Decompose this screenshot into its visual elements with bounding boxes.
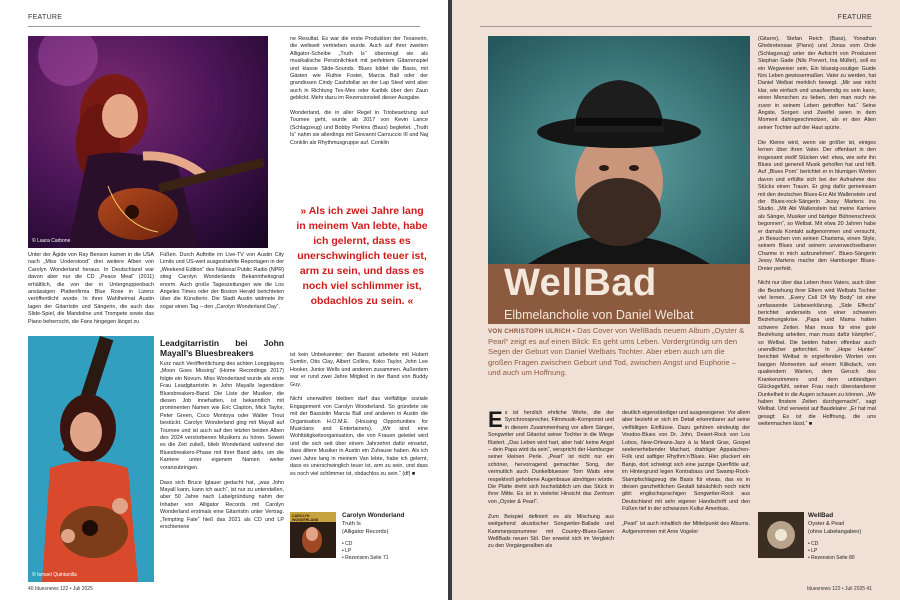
- lede: [488, 326, 750, 378]
- portrait-illustration: [488, 36, 750, 264]
- format-item: • CD: [342, 541, 353, 547]
- photo-credit: © Laura Carbone: [32, 238, 71, 244]
- header-rule: [28, 26, 420, 27]
- album-cover: [290, 512, 336, 558]
- subtitle: Elbmelancholie von Daniel Welbat: [504, 308, 694, 322]
- portrait-photo-illustration: [28, 336, 154, 582]
- body-text: (Gitarre), Stefan Reich (Bass), Yonathan Ghebretensae (Piano) und Jonas vom Orde (Schlagzeug) unter der Aufsicht von Produzent Stephan Gade (Nils Prevert, Ina Müller), soll es ein Wegweiser sein. Ein bluesig-souliger Guide fürs Leben gewissermaßen. Vater zu werden, hat Daniel Welbat merklich bewegt. „Mir war nicht klar, wie einfach und unaufwendig es sein kann, einen Menschen zu lieben, den man noch nie zuvor in seinem Leben getroffen hat.“ Seine Ängste, Sorgen und Zweifel seien in dem Moment dahingeschmolzen, als er den Alien seiner Tochter auf der Haut spürte. Die Kleine wird, wenn sie größer ist, einiges lernen über ihren Vater. Der offenbart in den insgesamt zwölf Stücken viel: etwa, wie sehr ihn Blues und generell Musik geholfen hat und hilft. Auf „Blues Porn“ berichtet er in blumigen Worten davon und erfüllte sich bei der Aufnahme des Stücks einen Traum. Er ging dafür gemeinsam mit den deutschen Blues-Erz Abi Wallenstein und der Blues-rock-Sängerin Jessy Martens ins Studio. „Mit Abi Wallenstein hat meine Karriere als Sänger, Musiker und bärtiger Bühnenschreck begonnen“, so Welbat. Mit etwa 20 Jahren habe er damals Kontakt aufgenommen und versucht, „in Besuchen von seinen Charisma, einen Style, seinem Blues und seinem unverwechselbaren Charme in mich aufzunehmen“. Blues-Sängerin Jessy Martens mache den Hamburger Blues-Dreier perfekt. Nicht nur über das Leben ihres Vaters, auch über die Beziehung ihrer Eltern wird Welbats Tochter viel lernen. „Every Cell Of My Body“ ist eine umfassende Liebeserklärung. „Side Effects“ berichtet anderseits von einer schweren Beziehungskrise. „Papa und Mama hatten schwere Zeiten. Man muss für eine gute Beziehung arbeiten, man muss dafür kämpfen“, so Welbat. Die beiden haben offenbar auch unendlicher geforchtet. In „Hope Hunter“ berichtet Welbat in ergreifenden Worten von bangen Momenten auf einem Kilikdach, von qualiendem Warten, dem Geruch des Krankenzimmers und dem unbändigen Glücksgefühl, seiner Frau nach überstandener Dunkelheit in die Augen schauen zu können. „Wir haben finstere Zeiten durchgemacht“, sagt Welbat. Und verweist auf Baudelaire: „Er hat mal gesagt: Es ist die Hoffnung, die uns weitermachen lässt.“ ■: [758, 36, 876, 428]
- body-column: [758, 36, 876, 429]
- photo-credit: © Ismael Quintanilla: [32, 572, 77, 578]
- headline: WellBad: [504, 262, 657, 304]
- format-item: • LP: [808, 548, 818, 554]
- page-footer: 40 bluesnews 122 • Juli 2025: [28, 586, 93, 592]
- album-title: Truth Is: [342, 521, 361, 527]
- right-page: [452, 0, 900, 600]
- photo-guitarist-portrait: [28, 336, 154, 582]
- section-tag: FEATURE: [837, 14, 872, 21]
- pull-quote: » Als ich zwei Jahre lang in meinem Van lebte, habe ich gelernt, dass es unerschwinglich teuer ist, arm zu sein, und dass es noch viel schlimmer ist, obdachlos zu sein. «: [296, 205, 428, 307]
- album-label: (Alligator Records): [342, 529, 389, 535]
- body-column: [622, 410, 750, 536]
- format-item: • Rezension Seite 80: [808, 555, 855, 561]
- body-column: [28, 252, 154, 326]
- body-text: s ist herzlich ehrliche Worte, die der Synchronsprecher, Filmmusik-Komponist und in diesem Zusammenhang vor allem Sänger, Songwriter und Gitarrist seiner Tochter in die Wiege flüstert. „Das Leben wird hart, aber hab‘ keine Angst – dein Papa wird da sein“, verspricht der Hamburger seiner kleinen Perle. „Pearl“ ist nicht nur ein schöner, hervorragend gemachter Song, der vermutlich auch Dunkelbluesser Tom Waits eine respektvoll gehobene Augenbraue abnötigen würde. Die Platte dreht sich buchstäblich um das Stück in ihrer Mitte. Es ist in vielerlei Hinsicht das Zentrum von „Oyster & Pearl“. Zum Beispiel definiert es als Mischung aus weitgehend akustischer Songwriter-Ballade und Kammerpopnummer mit Country-Blues-Genen WellBads neuen Stil. Der erweist sich im Vergleich zu den Vorgängeralben als: [488, 410, 614, 550]
- album-formats: [342, 541, 432, 562]
- album-info: [808, 512, 880, 562]
- drop-cap: E: [488, 407, 503, 432]
- body-text: Füßen. Durch Auftritte im Live-TV von Austin City Limits und US-weit ausgestrahlte Reportagen in der „Weekend Edition“ des National Public Radio (NPR) stieg Carolyn Wonderlands Bekanntheitsgrad enorm. Auch große Tageszeitungen wie die Los Angeles Times oder der Boston Herald berichteten über die Künstlerin. Die Stadt Austin widmete ihr sogar einen Tag – den „Carolyn Wonderland Day“.: [160, 252, 284, 310]
- body-column: [290, 36, 428, 147]
- lede-text: Das Cover von WellBads neuem Album „Oyster & Pearl“ zeigt es auf einen Blick: Es geht ums Leben. Vordergründig um den Segen der Geburt von Daniel Welbats Tochter. Aber eben auch um die großen Fragen zwischen Geburt und Tod, zwischen Angst und Euphorie – und auch um Hoffnung.: [488, 326, 745, 377]
- album-title: Oyster & Pearl: [808, 521, 845, 527]
- album-cover: [758, 512, 804, 558]
- album-cover-text: CAROLYN WONDERLAND: [292, 514, 319, 522]
- byline: VON CHRISTOPH ULRICH •: [488, 328, 576, 335]
- album-formats: [808, 541, 880, 562]
- page-footer: bluesnews 122 • Juli 2025 41: [807, 586, 872, 592]
- body-text: ist kein Unbekannter; der Bassist arbeitete mit Hubert Sumlin, Otis Clay, Albert Collins, Koko Taylor, John Lee Hooker, Junior Wells und anderen zusammen. Außerdem war er rund zwei Jahre Mitglied in der Band von Buddy Guy. Nicht unerwähnt bleiben darf das vielfältige soziale Engagement von Carolyn Wonderland. So gründete sie mit der Bassistin Marcia Ball und anderen in Austin die Organisation H.O.M.E. (Housing Opportunities for Musicians and Entertainers). „Wir sind eine Wohltätigkeitsorganisation, die von Frauen geleitet wird und die sich seit über einem Jahrzehnt dafür einsetzt, dass ältere Musiker in Austin ein Zuhause haben. Als ich zwei Jahre lang in meinem Van lebte, habe ich gelernt, dass es unerschwinglich teuer ist, arm zu sein, und dass es noch viel schlimmer ist, obdachlos zu sein.“ (df) ■: [290, 352, 428, 477]
- album-artist: Carolyn Wonderland: [342, 512, 405, 519]
- body-text: Kurz nach Veröffentlichung des achten Longplayers „Moon Goes Missing“ (Home Recordings 2017) folgte ein Novum. Miss Wonderland wurde als erste Frau Leadgitarristin in John Mayalls legendärer Bluesbreakers-Band. Die Liste der Musiker, die diesen Job innehatten, ist bekanntlich mit prominenten Namen wie Eric Clapton, Mick Taylor, Peter Green, Coco Montoya oder Walter Trout bestückt. Carolyn Wonderland ging mit Mayall auf Tournee und ist auch auf den letzten beiden Alben des 2024 verstorbenen Musikers zu hören. Soweit es die Zeit zuließ, blieb Wonderland während der Bluesbreakers-Phase mit ihrer Band aktiv, um die Karriere unter eigenem Namen weiter voranzubringen. Dass sich Bruce Iglauer gedacht hat, „was John Mayall kann, kann ich auch“, ist nur zu unterstellen, aber 50 Jahre nach Labelgründung nahm der Inhaber von Alligator Records mit Carolyn Wonderland erstmals eine Gitarristin unter Vertrag. „Tempting Fate“ hieß das 2021 als CD und LP erschienene: [160, 361, 284, 530]
- body-column: [488, 407, 614, 551]
- format-item: • Rezension Seite 71: [342, 555, 389, 561]
- subheading: Leadgitarristin bei John Mayall’s Bluesbreakers: [160, 338, 284, 358]
- photo-guitarist-stage: [28, 36, 268, 248]
- album-info: [342, 512, 432, 562]
- body-column: [160, 252, 284, 311]
- body-column: [290, 352, 428, 478]
- section-tag: FEATURE: [28, 14, 63, 21]
- format-item: • CD: [808, 541, 819, 547]
- body-text: ne Resultat. Es war die erste Produktion der Texanerin, die weltweit vertrieben wurde. Auch auf ihrer zweiten Alligator-Scheibe „Truth Is“ überzeugt sie als musikalische Persönlichkeit mit perfektem Gitarrenspiel und klasse Slide-Sounds. Blues bildet die Basis, mit Gästen wie Ruthie Foster, Marcia Ball oder der grandiosen Cindy Cashdollar an der Lap Steel wird aber auch in Richtung Tex-Mex oder Karibik über den Zaun geblickt. Mehr dazu im Rezensionsteil dieser Ausgabe. Wonderland, die in aller Regel in Triobesetzung auf Tournee geht, wurde ab 2017 von Kevin Lance (Schlagzeug) und Bobby Perkins (Bass) begleitet. „Truth Is“ nahm sie allerdings mit Giovanni Carnuccio III und Naj Conklin als Rhythmusgruppe auf. Conklin: [290, 36, 428, 146]
- photo-wellbad-portrait: [488, 36, 750, 264]
- album-label: (ohne Labelangaben): [808, 529, 862, 535]
- body-text: deutlich eigenständiger und ausgewogener. Vor allem aber bezieht er sich im Detail erkennbarer auf seine vielfältigen Einflüsse. Dazu gehören eindeutig der Voodoo-Blues von Dr. John, Desert-Rock von Los Lobos, New-Orleans-Jazz à la Mardi Gras, Gospel seelenerhebender Machart, drahtiger Appalachen-Folk und saftiger Rhythm‘n‘Blues. Hier pluckert ein Banjo, dort schwingt sich eine jazzige Querflöte auf, im Hintergrund legen Kontrabass und Swamp-Rock-Stampfschlagzeug die Basis für etwas, das es in diesen ganzheitlichen Gestalt tatsächlich noch nicht gibt: englischsprachigen Songwriter-Rock aus Deutschland mit sehr eigener Handschrift und den Füßen tief in der schwarzen Kultur Amerikas. „Pearl“ ist auch inhaltlich der Mittelpunkt des Albums. Aufgenommen mit Arne Vogeler: [622, 410, 750, 535]
- stage-photo-illustration: [28, 36, 268, 248]
- body-text: Unter der Ägide von Ray Benson kamen in die USA nach „Miss Understood“ drei weitere Alben von Carolyn Wonderland heraus. In Deutschland war davon aber nur die CD „Peace Meal“ (2011) erhältlich, die von der in Untergruppenbach ansässigen Plattenfirma Blue Rose in Lizenz veröffentlicht wurde. In ihrer Wahlheimat Austin lagen der Gitarristin und Sängerin, die auch das Slide-Spiel, die Mandoline und Trompete sowie das Piano beherrscht, die Fans hingegen längst zu: [28, 252, 154, 325]
- header-rule: [480, 26, 872, 27]
- album-artist: WellBad: [808, 512, 834, 519]
- body-column: [160, 338, 284, 531]
- format-item: • LP: [342, 548, 352, 554]
- album-cover-art: [758, 512, 804, 558]
- left-page: [0, 0, 448, 600]
